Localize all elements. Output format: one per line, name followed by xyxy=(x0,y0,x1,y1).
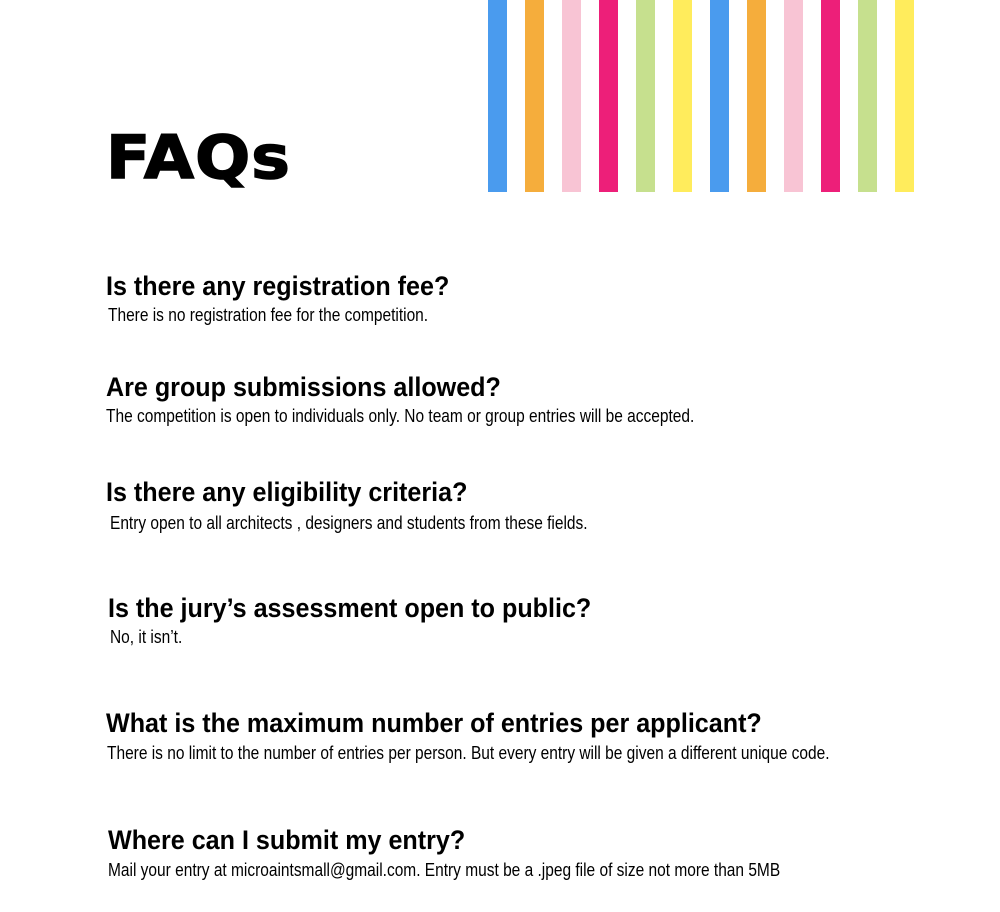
faq-question: What is the maximum number of entries per applicant? xyxy=(106,708,762,738)
faq-question: Is the jury’s assessment open to public? xyxy=(108,593,592,623)
stripe-pink xyxy=(562,0,581,192)
faq-answer: The competition is open to individuals only. No team or group entries will be accepted. xyxy=(106,406,695,426)
stripe-yellow xyxy=(895,0,914,192)
stripe-orange xyxy=(747,0,766,192)
stripe-orange xyxy=(525,0,544,192)
stripe-magenta xyxy=(821,0,840,192)
stripe-blue xyxy=(710,0,729,192)
faq-question: Are group submissions allowed? xyxy=(106,372,501,402)
faq-question: Where can I submit my entry? xyxy=(108,825,466,855)
faq-question: Is there any eligibility criteria? xyxy=(106,477,468,507)
faq-answer: There is no registration fee for the competition. xyxy=(108,305,429,325)
stripe-yellow xyxy=(673,0,692,192)
faq-question: Is there any registration fee? xyxy=(106,271,450,301)
stripe-magenta xyxy=(599,0,618,192)
faq-item-registration-fee xyxy=(106,270,480,326)
page-title: FAQs xyxy=(106,123,291,193)
faq-answer: Entry open to all architects , designers and students from these fields. xyxy=(110,513,588,533)
faq-answer: There is no limit to the number of entries per person. But every entry will be given a different unique code. xyxy=(107,743,830,763)
faq-item-submit-entry xyxy=(108,824,890,881)
stripe-pink xyxy=(784,0,803,192)
stripe-blue xyxy=(488,0,507,192)
faq-item-eligibility xyxy=(106,476,665,534)
decorative-stripes xyxy=(488,0,928,192)
faq-answer: No, it isn’t. xyxy=(110,627,183,647)
faq-item-group-submissions xyxy=(106,371,790,427)
stripe-green xyxy=(858,0,877,192)
stripe-green xyxy=(636,0,655,192)
faq-answer: Mail your entry at microaintsmall@gmail.com. Entry must be a .jpeg file of size not more than 5MB xyxy=(108,860,781,880)
faq-item-jury-assessment xyxy=(108,592,628,648)
faq-item-max-entries xyxy=(106,707,947,764)
